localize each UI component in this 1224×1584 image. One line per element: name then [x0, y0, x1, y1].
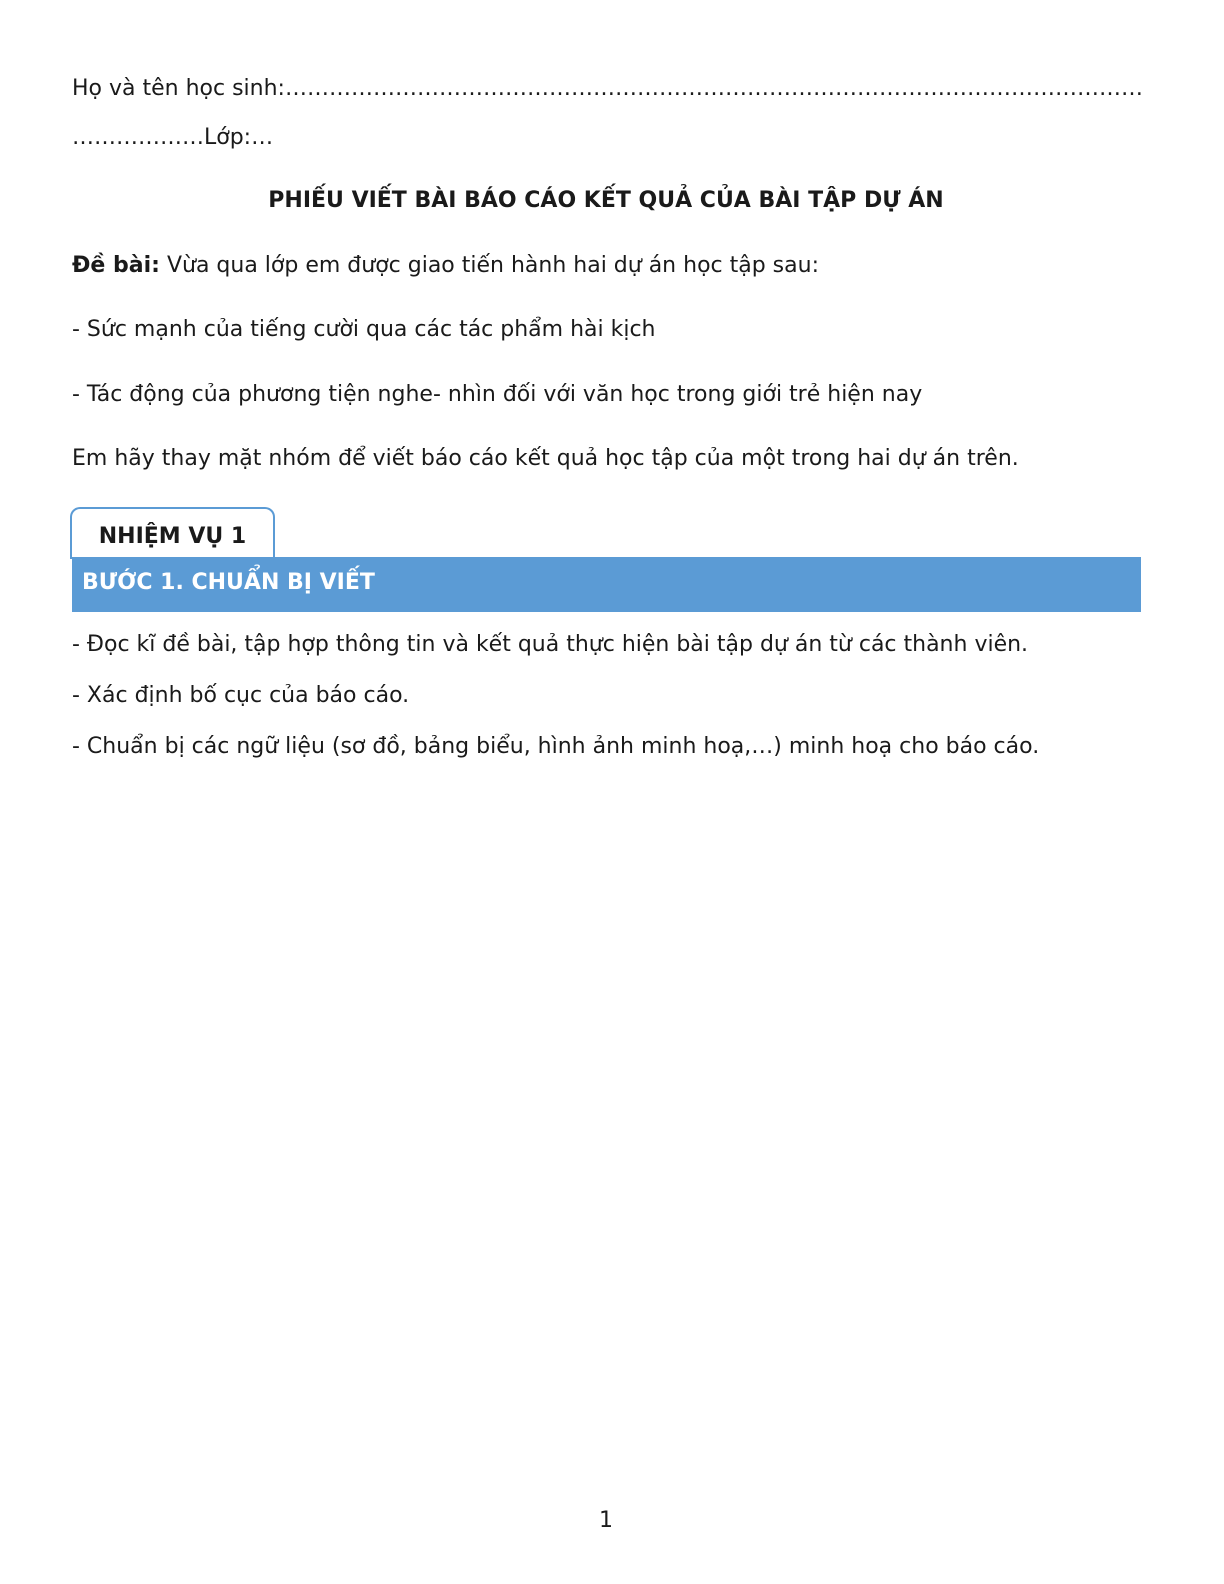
- student-name-line: Họ và tên học sinh:………………………………………………………………………………………………………: [72, 76, 1143, 101]
- prompt-label: Đề bài:: [72, 253, 160, 278]
- instruction: Em hãy thay mặt nhóm để viết báo cáo kết quả học tập của một trong hai dự án trên.: [72, 446, 1019, 471]
- project-item-1: - Sức mạnh của tiếng cười qua các tác phẩm hài kịch: [72, 317, 656, 342]
- page-number: 1: [599, 1508, 613, 1533]
- prompt: [72, 251, 819, 281]
- step-item-3: - Chuẩn bị các ngữ liệu (sơ đồ, bảng biểu, hình ảnh minh hoạ,…) minh hoạ cho báo cáo.: [72, 734, 1040, 759]
- step-title-bar: BƯỚC 1. CHUẨN BỊ VIẾT: [72, 557, 1141, 612]
- worksheet-title: PHIẾU VIẾT BÀI BÁO CÁO KẾT QUẢ CỦA BÀI TẬP DỰ ÁN: [268, 188, 944, 213]
- task-label: NHIỆM VỤ 1: [70, 507, 275, 559]
- step-item-1: - Đọc kĩ đề bài, tập hợp thông tin và kết quả thực hiện bài tập dự án từ các thành viên.: [72, 632, 1029, 657]
- step-item-2: - Xác định bố cục của báo cáo.: [72, 683, 410, 708]
- prompt-text: Vừa qua lớp em được giao tiến hành hai dự án học tập sau:: [159, 253, 819, 278]
- project-item-2: - Tác động của phương tiện nghe- nhìn đối với văn học trong giới trẻ hiện nay: [72, 382, 923, 407]
- class-line: ………………Lớp:…: [72, 125, 274, 150]
